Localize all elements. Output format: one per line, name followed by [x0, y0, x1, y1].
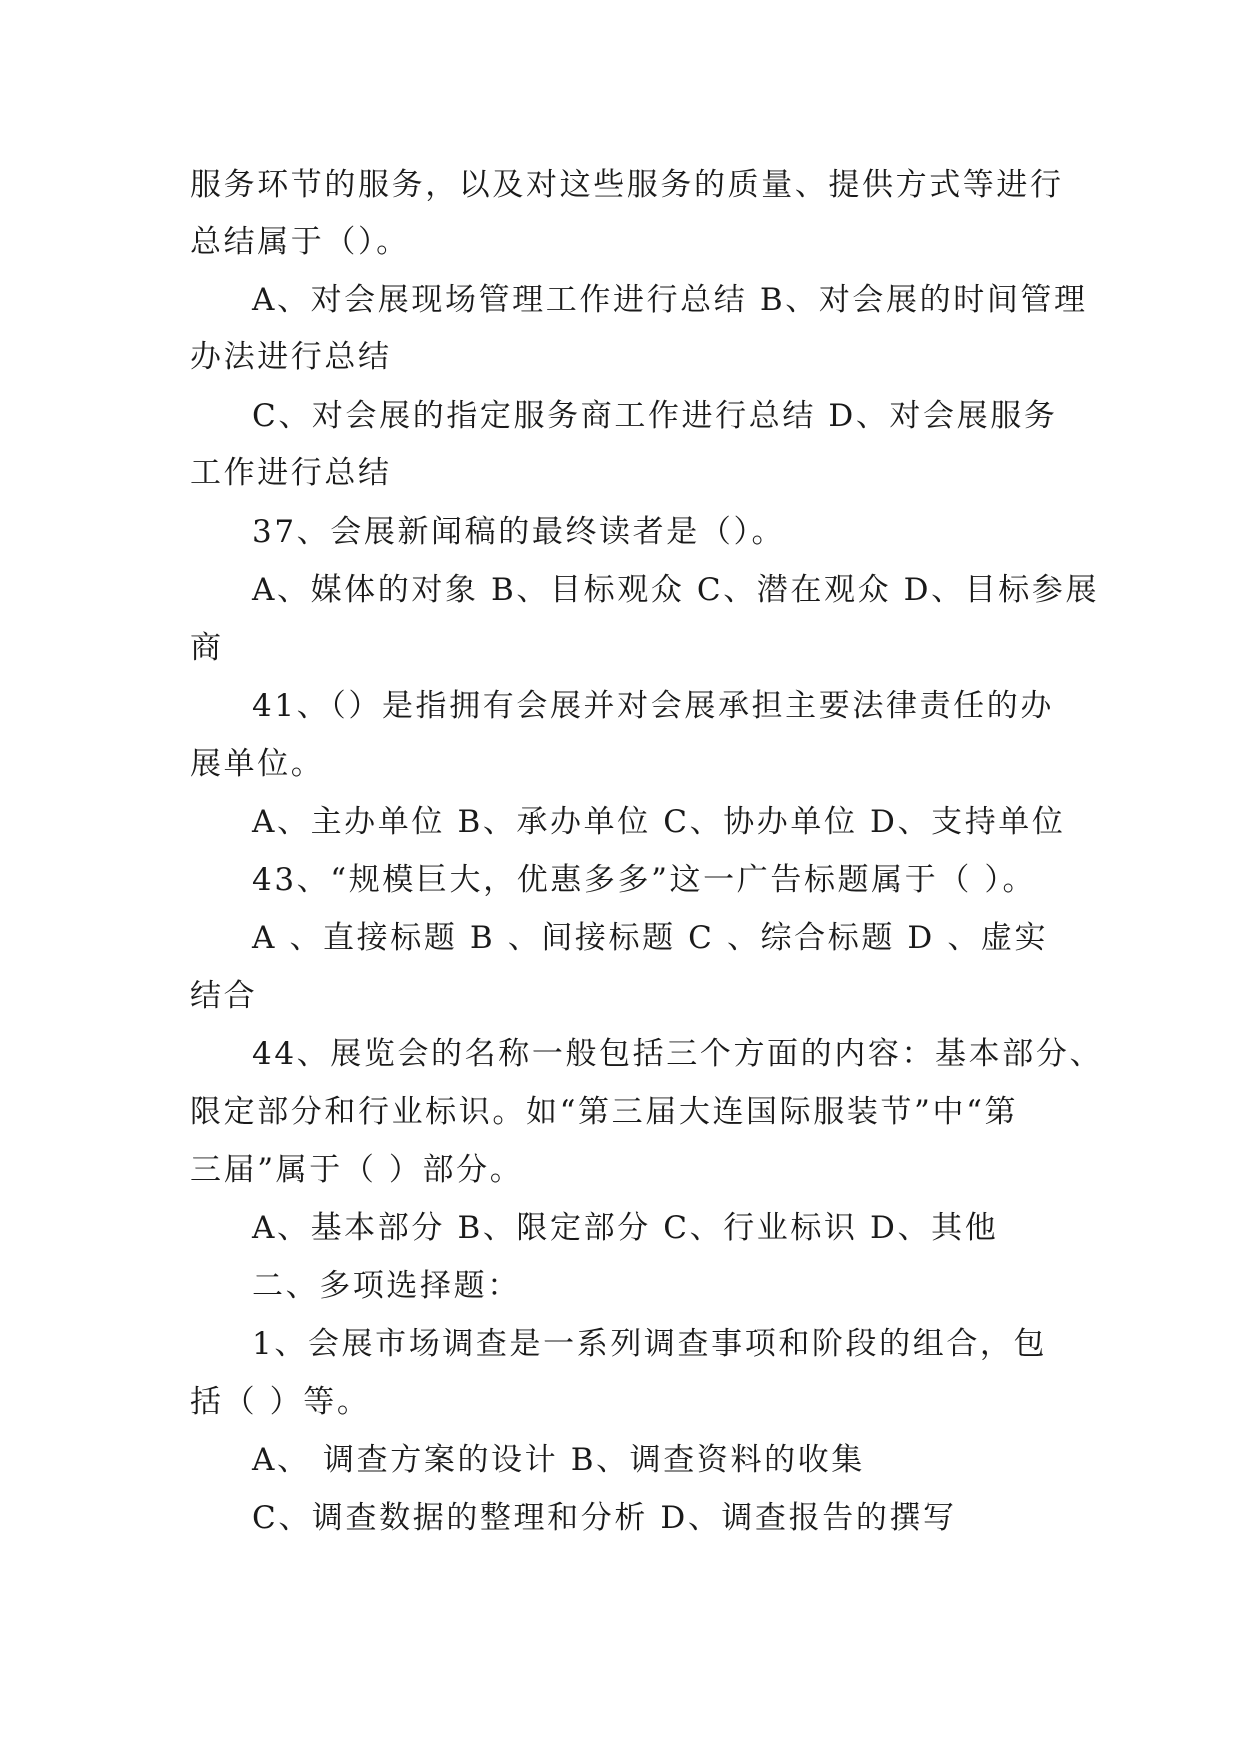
text-line: A、对会展现场管理工作进行总结 B、对会展的时间管理 — [252, 282, 1088, 318]
text-line: A 、直接标题 B 、间接标题 C 、综合标题 D 、虚实 — [252, 920, 1049, 956]
text-line: 41、（）是指拥有会展并对会展承担主要法律责任的办 — [252, 688, 1054, 724]
text-line: 限定部分和行业标识。如“第三届大连国际服装节”中“第 — [190, 1094, 1019, 1130]
text-line: C、对会展的指定服务商工作进行总结 D、对会展服务 — [252, 398, 1058, 434]
text-line: 工作进行总结 — [190, 455, 392, 491]
text-line: C、调查数据的整理和分析 D、调查报告的撰写 — [252, 1500, 957, 1536]
text-line: A、媒体的对象 B、目标观众 C、潜在观众 D、目标参展 — [252, 572, 1100, 608]
text-line: 结合 — [190, 978, 258, 1014]
text-line: 商 — [190, 630, 224, 666]
text-line: A、基本部分 B、限定部分 C、行业标识 D、其他 — [252, 1210, 999, 1246]
text-line: 展单位。 — [190, 746, 325, 782]
section-heading: 二、多项选择题： — [252, 1268, 521, 1304]
text-line: 三届”属于（ ）部分。 — [190, 1152, 524, 1188]
text-line: 1、会展市场调查是一系列调查事项和阶段的组合，包 — [252, 1326, 1048, 1362]
text-line: 括（ ）等。 — [190, 1384, 371, 1420]
text-line: 37、会展新闻稿的最终读者是（）。 — [252, 514, 786, 550]
text-line: 44、展览会的名称一般包括三个方面的内容：基本部分、 — [252, 1036, 1104, 1072]
text-line: 办法进行总结 — [190, 339, 392, 375]
text-line: 总结属于（）。 — [190, 224, 410, 260]
text-line: A、主办单位 B、承办单位 C、协办单位 D、支持单位 — [252, 804, 1066, 840]
text-line: 服务环节的服务，以及对这些服务的质量、提供方式等进行 — [190, 167, 1064, 203]
text-line: A、 调查方案的设计 B、调查资料的收集 — [252, 1442, 865, 1478]
text-line: 43、“规模巨大，优惠多多”这一广告标题属于（ ）。 — [252, 862, 1037, 898]
